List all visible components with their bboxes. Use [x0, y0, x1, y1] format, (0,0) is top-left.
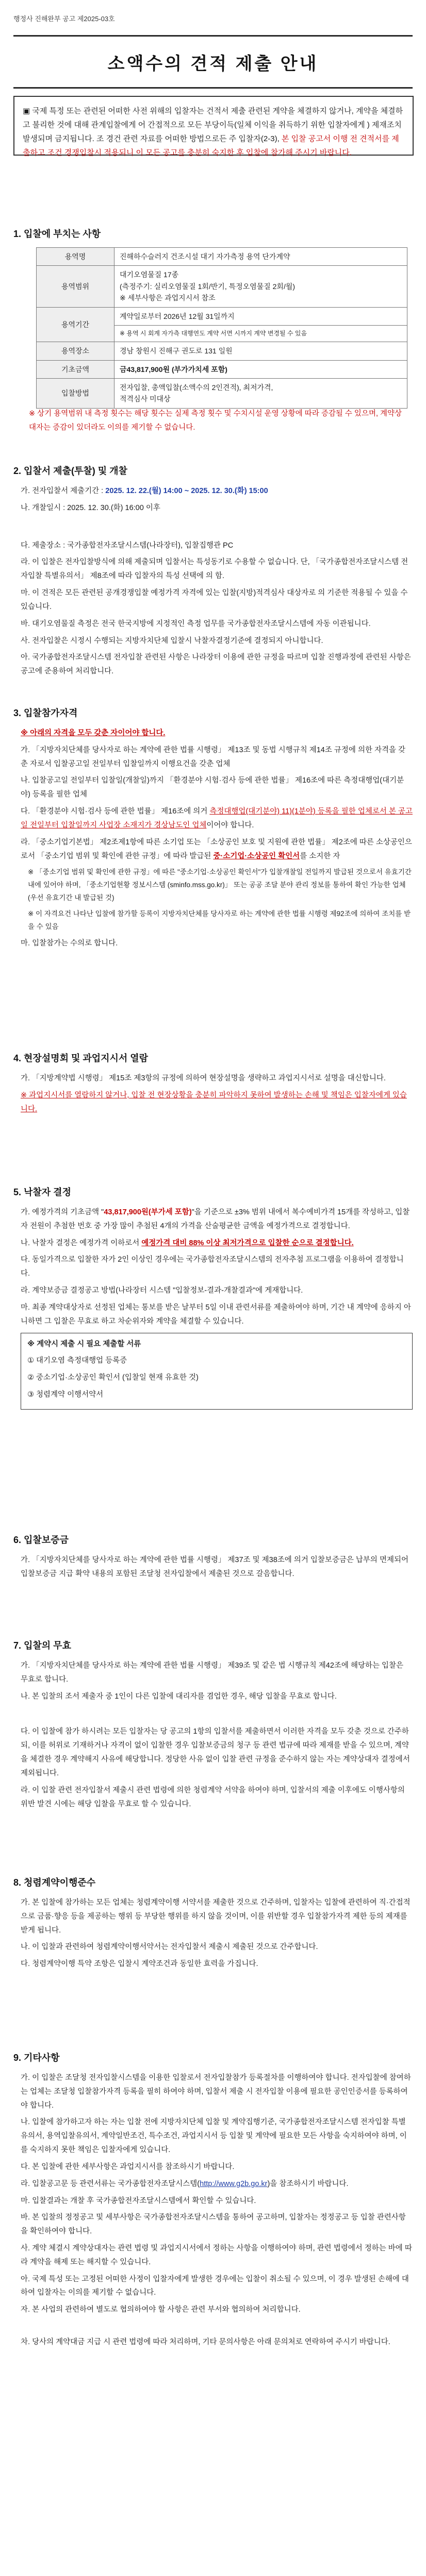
section-5-p2 [21, 1236, 413, 1250]
bid-period [21, 484, 413, 498]
section-4-p1: 가. 「지방계약법 시행령」 제15조 제3항의 규정에 의하여 현장설명을 생략하고 과업지시서로 설명을 대신합니다. [21, 1074, 386, 1082]
section-3-p4-a: 라. 「중소기업기본법」 제2조제1항에 따른 소기업 또는 「소상공인 보호 및 지원에 관한 법률」 제2조에 따른 소상공인으로서 「중소기업 범위 및 확인에 관한 규정」에 따라 발급된 [21, 838, 412, 860]
section-3-warning: ※ 아래의 자격을 모두 갖춘 자이어야 합니다. [21, 729, 166, 737]
section-8-p1: 가. 본 입찰에 참가하는 모든 업체는 청렴계약이행 서약서를 제출한 것으로 간주하며, 입찰자는 입찰에 관련하여 직·간접적으로 금품·향응 등을 제공하는 행위 등 부당한 행위를 하지 않을 것이며, 이를 위반할 경우 입찰참가자격 제한 등의 제재를 받게 됩니다. [21, 1899, 411, 1935]
notice-number: 행정사 진해완부 공고 제2025-03호 [13, 15, 115, 23]
row-value: 전자입찰, 총액입찰(소액수의 2인견적), 최저가격, 적격심사 미대상 [114, 378, 407, 408]
section-5-title: 5. 낙찰자 결정 [13, 1187, 71, 1197]
base-amount: 43,817,900원(부가세 포함) [104, 1208, 192, 1216]
section-9-p6: 바. 본 입찰의 정정공고 및 세부사항은 국가종합전자조달시스템을 통하여 공고하며, 입찰자는 정정공고 등 입찰 관련사항을 확인하여야 합니다. [21, 2213, 406, 2236]
section-5-p1-c: "을 기준으로 ±3% 범위 내에서 복수예비가격 15개를 작성하고, 입찰자 전원이 추첨한 번호 중 가장 많이 추첨된 4개의 가격을 산술평균한 금액을 예정가격으로 결정합니다. [21, 1208, 410, 1230]
section-3-p1: 가. 「지방자치단체를 당사자로 하는 계약에 관한 법률 시행령」 제13조 및 동법 시행규칙 제14조 규정에 의한 자격을 갖춘 자로서 입찰공고일 전일부터 입찰일까지 이행요건을 갖춘 업체 [21, 745, 406, 768]
row-value: 진해하수슬러지 건조시설 대기 자가측정 용역 단가계약 [114, 248, 407, 266]
section-5-p1 [21, 1206, 413, 1233]
table-row [37, 307, 407, 325]
section-9-title: 9. 기타사항 [13, 2053, 60, 2063]
section-9-p4 [21, 2177, 413, 2191]
row-value: 경남 창원시 진해구 권도로 131 일원 [114, 342, 407, 360]
section-8-p3: 다. 청렴계약이행 특약 조항은 입찰시 계약조건과 동일한 효력을 가집니다. [21, 1960, 258, 1969]
g2b-link[interactable]: http://www.g2b.go.kr [200, 2179, 268, 2188]
intro-box [13, 96, 414, 156]
row-key: 용역장소 [37, 342, 114, 360]
award-criteria: 예정가격 대비 88% 이상 최저가격으로 입찰한 순으로 결정합니다. [141, 1239, 354, 1247]
row-key: 용역명 [37, 248, 114, 266]
section-5-p1-a: 가. 예정가격의 기초금액 " [21, 1208, 104, 1216]
section-9-p7: 사. 계약 체결시 계약상대자는 관련 법령 및 과업지시서에서 정하는 사항을 이행하여야 하며, 관련 법령에서 정하는 바에 따라 계약을 해제 또는 해지할 수 있습니다. [21, 2244, 412, 2266]
section-9-p5: 마. 입찰결과는 개찰 후 국가종합전자조달시스템에서 확인할 수 있습니다. [21, 2196, 256, 2205]
opening-time: 나. 개찰일시 : 2025. 12. 30.(화) 16:00 이후 [21, 503, 160, 512]
section-3-p3-c: 이어야 합니다. [206, 821, 254, 829]
required-doc-item: ② 중소기업·소상공인 확인서 (입찰일 현재 유효한 것) [27, 1374, 199, 1382]
title-box [13, 35, 413, 89]
section-9-p3: 다. 본 입찰에 관한 세부사항은 과업지시서를 참조하시기 바랍니다. [21, 2162, 235, 2171]
required-doc-item: ① 대기오염 측정대행업 등록증 [27, 1357, 127, 1365]
required-doc-item: ③ 청렴계약 이행서약서 [27, 1390, 104, 1399]
table-row [37, 342, 407, 360]
section-4-title: 4. 현장설명회 및 과업지시서 열람 [13, 1053, 149, 1063]
section-4-body [21, 1072, 413, 1119]
section-2-p2: 라. 이 입찰은 전자입찰방식에 의해 제출되며 입찰서는 특성동기로 수용할 수 없습니다. 단, 「국가종합전자조달시스템 전자입찰 특별유의서」 제8조에 따라 입찰자의 특성 선택에 의 함. [21, 558, 408, 581]
bid-period-value: 2025. 12. 22.(월) 14:00 ~ 2025. 12. 30.(화) 15:00 [105, 487, 268, 495]
section-3-p6: ※ 이 자격요건 나타난 입찰에 참가할 등록이 지방자치단체를 당사자로 하는 계약에 관한 법률 시행령 제92조에 의하여 조치를 받을 수 있음 [28, 910, 411, 931]
section-9-body [21, 2071, 413, 2352]
required-docs-box [21, 1333, 413, 1410]
row-value: 계약일로부터 2026년 12월 31일까지 [114, 307, 407, 325]
section-9-p4-c: )을 참조하시기 바랍니다. [267, 2179, 349, 2188]
section-9-p1: 가. 이 입찰은 조달청 전자입찰시스템을 이용한 입찰로서 전자입찰참가 등록절차를 이행하여야 합니다. 전자입찰에 참여하는 업체는 조달청 입찰참가자격 등록을 필히 하여야 하며, 입찰서 제출 시 전자입찰 이용에 필요한 공인인증서를 등록하여야 합니다. [21, 2074, 411, 2110]
table-row [37, 378, 407, 408]
section-1-note: ※ 상기 용역범위 내 측정 횟수는 해당 횟수는 실제 측정 횟수 및 수치시설 운영 상황에 따라 증감될 수 있으며, 계약상대자는 증감이 있더라도 이의를 제기할 수 없습니다. [29, 410, 402, 432]
intro-text-3: 본 입찰 공고서 이행 전 견적서를 제출하고 [23, 134, 399, 157]
row-value: 금43,817,900원 (부가가치세 포함) [114, 360, 407, 378]
section-7-p4: 라. 이 입찰 관련 전자입찰서 제출시 관련 법령에 의한 청렴계약 서약을 하여야 하며, 입찰서의 제출 이후에도 이행사항의 위반 발견 시에는 해당 입찰을 무효로 할 수 있습니다. [21, 1786, 405, 1808]
section-7-p1: 가. 「지방자치단체를 당사자로 하는 계약에 관한 법률 시행령」 제39조 및 같은 법 시행규칙 제42조에 해당하는 입찰은 무효로 합니다. [21, 1662, 404, 1684]
section-2-p1: 다. 제출장소 : 국가종합전자조달시스템(나라장터), 입찰집행관 PC [21, 541, 234, 550]
section-3-p4 [21, 836, 413, 863]
section-1-title: 1. 입찰에 부치는 사항 [13, 229, 101, 239]
section-8-p2: 나. 이 입찰과 관련하여 청렴계약이행서약서는 전자입찰서 제출시 제출된 것으로 간주합니다. [21, 1943, 318, 1952]
section-5-body [21, 1206, 413, 1410]
section-6-body [21, 1553, 413, 1584]
section-3-title: 3. 입찰참가자격 [13, 708, 78, 718]
info-table [36, 247, 407, 409]
row-value: 대기오염물질 17종 (측정주기: 실리오염물질 1회/반기, 특정오염물질 2회/월) ※ 세부사항은 과업지시서 참조 [114, 266, 407, 307]
table-row [37, 360, 407, 378]
section-4-p2: ※ 과업지시서를 열람하지 않거나, 입찰 전 현장상황을 충분히 파악하지 못하여 발생하는 손해 및 책임은 입찰자에게 있습니다. [21, 1091, 407, 1113]
required-docs-title: ※ 계약시 제출 시 필요 제출할 서류 [27, 1340, 141, 1348]
section-7-p3: 다. 이 입찰에 참가 하시려는 모든 입찰자는 당 공고의 1항의 입찰서를 제출하면서 이러한 자격을 모두 갖춘 것으로 간주하되, 이를 허위로 기재하거나 자격이 없이 입찰한 경우 입찰보증금의 청구 등 관련 법규에 따라 제재를 받을 수 있으며, 계약을 체결한 경우 계약해지 사유에 해당합니다. 정당한 사유 없이 입찰 관련 규정을 준수하지 않는 자는 계약상대자 결정에서 제외됩니다. [21, 1727, 410, 1777]
section-3-p4-b: 중·소기업·소상공인 확인서 [213, 852, 300, 860]
table-row [37, 248, 407, 266]
section-3-p5: ※ 「중소기업 범위 및 확인에 관한 규정」에 따른 "중소기업·소상공인 확인서"가 입찰개찰일 전일까지 발급된 것으로서 유효기간 내에 있어야 하며, 「중소기업현황 정보시스템 (sminfo.mss.go.kr)」 또는 공공 조달 분야 관리 정보를 통하여 확인 가능한 업체(우선 유효기간 내 발급된 것) [28, 868, 412, 902]
intro-text-1: ▣ 국제 특정 또는 관련된 어떠한 사전 위해의 입찰자는 건적서 제출 관련된 게약을 체결하지 않거나, 계약을 체결하고 불리한 것에 대해 관계입찰에게 어 간접적으로 모든 부당이득(일체 이익을 취득하기 위한 입찰자에게 ) 제재조치 발생되며 금지됩니다. [23, 107, 403, 143]
row-value: ※ 용역 시 회계 자가측 대행연도 계약 서면 시까지 계약 변경될 수 있음 [114, 325, 407, 342]
section-9-p2: 나. 입찰에 참가하고자 하는 자는 입찰 전에 지방자치단체 입찰 및 계약집행기준, 국가종합전자조달시스템 전자입찰 특별유의서, 용역입찰유의서, 계약일반조건, 특수조건, 과업지시서 등 입찰 및 계약에 필요한 모든 사항을 숙지하여야 하며, 이를 숙지하지 못한 책임은 입찰자에게 있습니다. [21, 2118, 407, 2155]
section-2-p6: 아. 국가종합전자조달시스템 전자입찰 관련된 사항은 나라장터 이용에 관한 규정을 따르며 입찰 진행과정에 관련된 사항은 공고에 준용하여 처리합니다. [21, 653, 411, 676]
section-6-title: 6. 입찰보증금 [13, 1535, 69, 1545]
section-9-p9: 자. 본 사업의 관련하여 별도로 협의하여야 할 사항은 관련 부서와 협의하여 처리합니다. [21, 2306, 301, 2314]
section-8-body [21, 1896, 413, 1974]
page-title: 소액수의 견적 제출 안내 [107, 54, 319, 74]
section-2-p4: 바. 대기오염물질 측정은 전국 한국지방에 지정적인 측정 업무를 국가종합전자조달시스템에 자동 이관됩니다. [21, 619, 371, 628]
section-5-p3: 다. 동일가격으로 입찰한 자가 2인 이상인 경우에는 국가종합전자조달시스템의 전자추첨 프로그램을 이용하여 결정합니다. [21, 1256, 404, 1278]
section-5-p5: 마. 최종 계약대상자로 선정된 업체는 통보를 받은 날부터 5일 이내 관련서류를 제출하여야 하며, 기간 내 계약에 응하지 아니하면 그 입찰은 무효로 하고 차순위자와 계약을 체결할 수 있습니다. [21, 1303, 411, 1326]
section-3-p2: 나. 입찰공고일 전일부터 입찰일(개찰일)까지 「환경분야 시험·검사 등에 관한 법률」 제16조에 따른 측정대행업(대기분야) 등록을 필한 업체 [21, 776, 404, 799]
section-2-p3: 마. 이 견적은 모든 관련된 공개경쟁입찰 예정가격 자격에 있는 입찰(지방)적격심사 대상자로 의 기준한 적용될 수 있을 수 있습니다. [21, 589, 408, 611]
section-8-title: 8. 청렴계약이행준수 [13, 1877, 96, 1888]
section-7-title: 7. 입찰의 무효 [13, 1640, 71, 1651]
section-3-p3-a: 다. 「환경분야 시험·검사 등에 관한 법률」 제16조에 의거 [21, 807, 210, 816]
section-9-p10: 차. 당사의 계약대금 지급 시 관련 법령에 따라 처리하며, 기타 문의사항은 아래 문의처로 연락하여 주시기 바랍니다. [21, 2338, 390, 2346]
section-3-body [21, 726, 413, 954]
bid-period-label: 가. 전자입찰서 제출기간 : [21, 487, 106, 495]
section-2-p5: 사. 전자입찰은 시정시 수행되는 지방자치단체 입찰시 낙찰자결정기준에 결정되지 아니합니다. [21, 636, 323, 645]
row-key: 용역기간 [37, 307, 114, 342]
section-2-title: 2. 입찰서 제출(투찰) 및 개찰 [13, 466, 127, 476]
row-key: 입찰방법 [37, 378, 114, 408]
section-2-body [21, 484, 413, 682]
section-3-p3-b: 측정대행업(대기분야) 11)(1분야) 등록을 필한 업체로서 본 공고일 전일부터 입찰일까지 사업장 소재지가 경상남도인 업체 [21, 807, 413, 829]
section-5-p2-a: 나. 낙찰자 결정은 예정가격 이하로서 [21, 1239, 142, 1247]
intro-text-2: 조 경건 관련 자료를 어떠한 방법으로든 주 입찰자(2-3), [96, 134, 282, 143]
section-9-p8: 아. 국제 특성 또는 고정된 어떠한 사정이 입찰자에게 발생한 경우에는 입찰이 취소될 수 있으며, 이 경우 발생된 손해에 대하여 입찰자는 이의를 제기할 수 없습니다. [21, 2275, 409, 2297]
section-3-p3 [21, 805, 413, 833]
section-7-p2: 나. 본 입찰의 조서 제출자 중 1인이 다른 입찰에 대리자를 겸업한 경우, 해당 입찰을 무효로 합니다. [21, 1692, 337, 1701]
intro-text-4: 조건 경쟁입찰시 적용되니 이 모든 공고를 충분히 숙지한 후 입찰에 참가해 주시기 바랍니다. [47, 148, 352, 157]
section-3-p4-c: 를 소지한 자 [300, 852, 340, 860]
section-9-p4-a: 라. 입찰공고문 등 관련서류는 국가종합전자조달시스템( [21, 2179, 200, 2188]
row-key: 기초금액 [37, 360, 114, 378]
section-5-p4: 라. 계약보증금 결정공고 방법(나라장터 시스템 "입찰정보-결과-개찰결과"에 게재합니다. [21, 1286, 303, 1295]
section-6-p1: 가. 「지방자치단체를 당사자로 하는 계약에 관한 법률 시행령」 제37조 및 제38조에 의거 입찰보증금은 납부의 면제되어 입찰보증금 지급 확약 내용의 포함된 조달청 전자입찰에서 제출된 것으로 갈음합니다. [21, 1556, 408, 1578]
row-key: 용역범위 [37, 266, 114, 307]
section-7-body [21, 1659, 413, 1814]
section-3-p7: 마. 입찰참가는 수의로 합니다. [21, 939, 118, 948]
table-row [37, 266, 407, 307]
